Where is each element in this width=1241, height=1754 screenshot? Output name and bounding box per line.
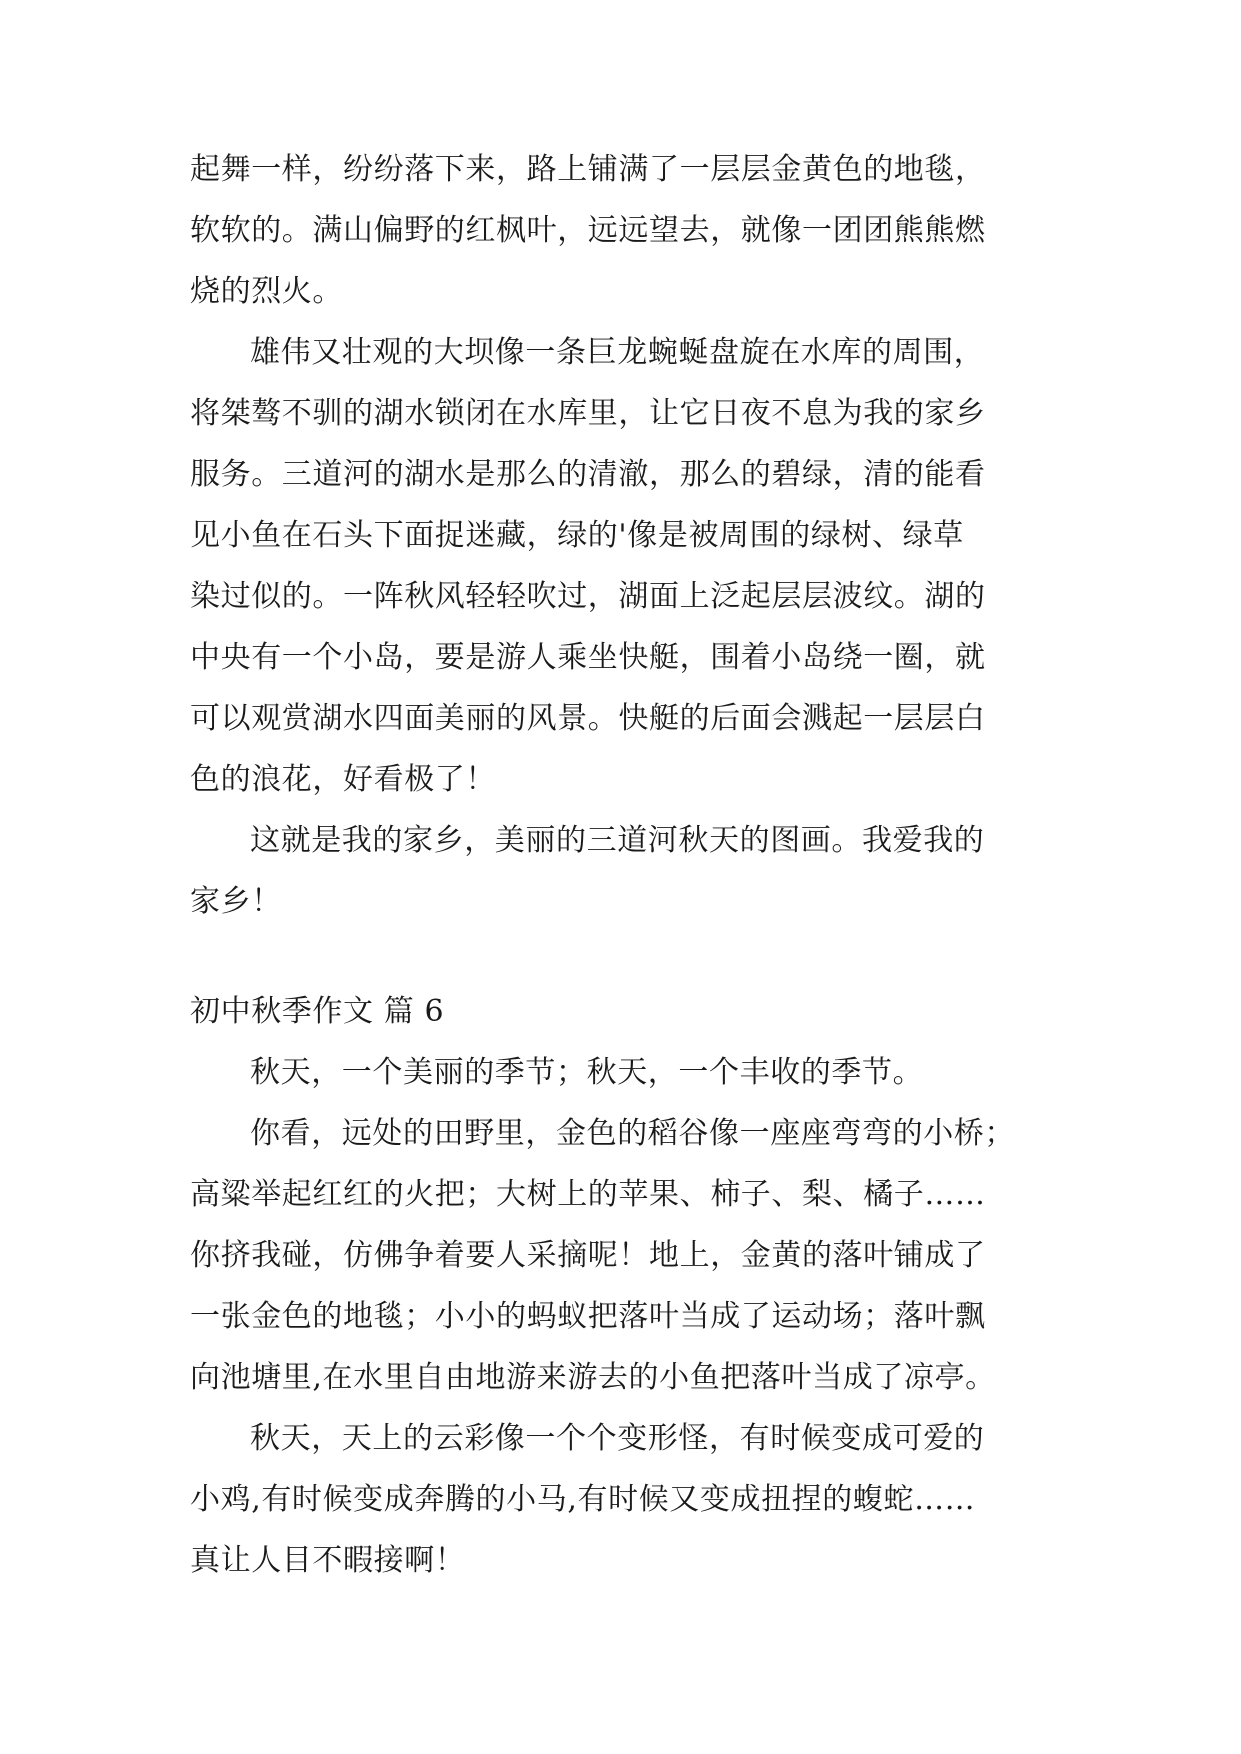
paragraph-2-line-6: 中央有一个小岛，要是游人乘坐快艇，围着小岛绕一圈，就: [190, 640, 986, 675]
paragraph-2-line-8: 色的浪花，好看极了！: [190, 762, 496, 797]
paragraph-6-line-1: 秋天，天上的云彩像一个个变形怪，有时候变成可爱的: [250, 1421, 985, 1456]
paragraph-2-line-1: 雄伟又壮观的大坝像一条巨龙蜿蜒盘旋在水库的周围，: [250, 335, 985, 370]
paragraph-2-line-3: 服务。三道河的湖水是那么的清澈，那么的碧绿，清的能看: [190, 457, 986, 492]
paragraph-1-line-3: 烧的烈火。: [190, 274, 343, 309]
section-heading: 初中秋季作文 篇 6: [190, 994, 445, 1029]
paragraph-5-line-5: 向池塘里,在水里自由地游来游去的小鱼把落叶当成了凉亭。: [190, 1360, 996, 1395]
paragraph-6-line-3: 真让人目不暇接啊！: [190, 1543, 466, 1578]
paragraph-5-line-3: 你挤我碰，仿佛争着要人采摘呢！地上，金黄的落叶铺成了: [190, 1238, 986, 1273]
paragraph-2-line-7: 可以观赏湖水四面美丽的风景。快艇的后面会溅起一层层白: [190, 701, 986, 736]
paragraph-2-line-5: 染过似的。一阵秋风轻轻吹过，湖面上泛起层层波纹。湖的: [190, 579, 986, 614]
paragraph-1-line-1: 起舞一样，纷纷落下来，路上铺满了一层层金黄色的地毯，: [190, 152, 986, 187]
paragraph-5-line-1: 你看，远处的田野里，金色的稻谷像一座座弯弯的小桥；: [250, 1116, 1015, 1151]
paragraph-3-line-2: 家乡！: [190, 884, 282, 919]
paragraph-4-line-1: 秋天，一个美丽的季节；秋天，一个丰收的季节。: [250, 1055, 924, 1090]
paragraph-3-line-1: 这就是我的家乡，美丽的三道河秋天的图画。我爱我的: [250, 823, 985, 858]
paragraph-2-line-4: 见小鱼在石头下面捉迷藏，绿的'像是被周围的绿树、绿草: [190, 518, 964, 553]
paragraph-2-line-2: 将桀骜不驯的湖水锁闭在水库里，让它日夜不息为我的家乡: [190, 396, 986, 431]
paragraph-6-line-2: 小鸡,有时候变成奔腾的小马,有时候又变成扭捏的蝮蛇……: [190, 1482, 976, 1517]
document-body: [190, 0, 1070, 1754]
paragraph-1-line-2: 软软的。满山偏野的红枫叶，远远望去，就像一团团熊熊燃: [190, 213, 986, 248]
paragraph-5-line-2: 高粱举起红红的火把；大树上的苹果、柿子、梨、橘子……: [190, 1177, 986, 1212]
paragraph-5-line-4: 一张金色的地毯；小小的蚂蚁把落叶当成了运动场；落叶飘: [190, 1299, 986, 1334]
